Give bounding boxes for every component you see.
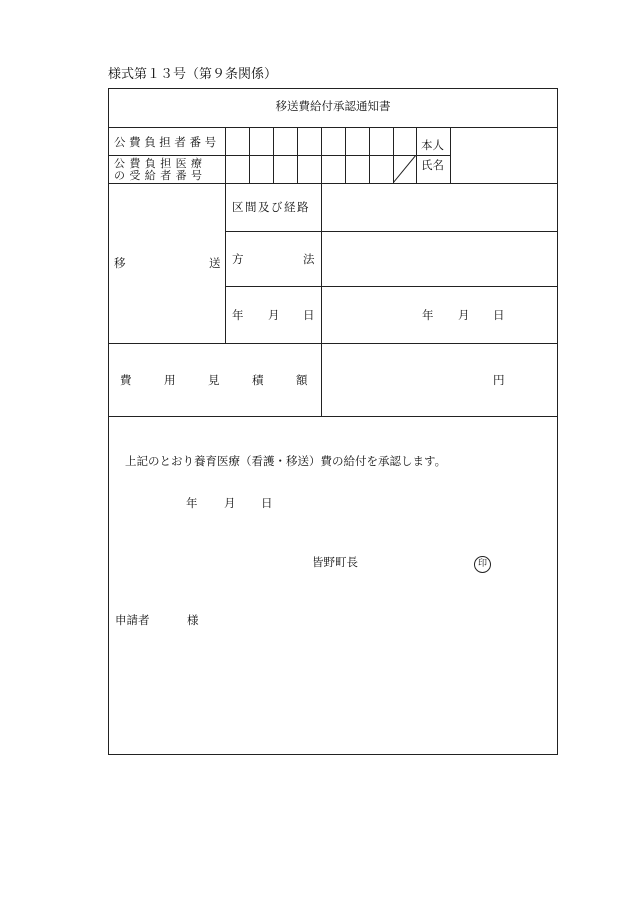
cost-label-char: 額 (296, 373, 308, 387)
recipient-number-label-line1: 公費負担医療 (114, 157, 207, 170)
cost-label-char: 用 (164, 373, 176, 387)
route-label: 区間及び経路 (232, 200, 310, 214)
applicant-label: 申請者 (115, 613, 150, 627)
date-value-year: 年 (422, 308, 434, 322)
method-label-right: 法 (303, 252, 315, 266)
cost-label-char: 見 (208, 373, 220, 387)
cost-unit: 円 (493, 373, 505, 387)
cost-label-char: 費 (120, 373, 132, 387)
recipient-number-label-line2: の受給者番号 (114, 169, 207, 182)
applicant-honorific: 様 (187, 613, 199, 627)
date-label-month: 月 (268, 308, 280, 322)
notice-date-year: 年 (186, 496, 198, 510)
transfer-heading-left: 移 (114, 256, 126, 270)
transfer-heading-right: 送 (209, 256, 221, 270)
person-label-line1: 本人 (421, 138, 444, 152)
person-label-line2: 氏名 (421, 158, 444, 172)
document-title: 移送費給付承認通知書 (275, 99, 391, 113)
date-label-day: 日 (303, 308, 315, 322)
issuer-name: 皆野町長 (312, 555, 358, 569)
date-value-day: 日 (493, 308, 505, 322)
date-value-month: 月 (458, 308, 470, 322)
public-payer-number-label: 公費負担者番号 (114, 135, 220, 149)
date-label-year: 年 (232, 308, 244, 322)
approval-statement: 上記のとおり養育医療（看護・移送）費の給付を承認します。 (125, 454, 447, 468)
notice-date-month: 月 (224, 496, 236, 510)
notice-date-day: 日 (261, 496, 273, 510)
seal-stamp-icon: 印 (474, 556, 491, 573)
diagonal-slash (393, 155, 417, 183)
method-label-left: 方 (232, 252, 244, 266)
cost-label-char: 積 (252, 373, 264, 387)
form-number-label: 様式第１３号（第９条関係） (108, 67, 278, 82)
